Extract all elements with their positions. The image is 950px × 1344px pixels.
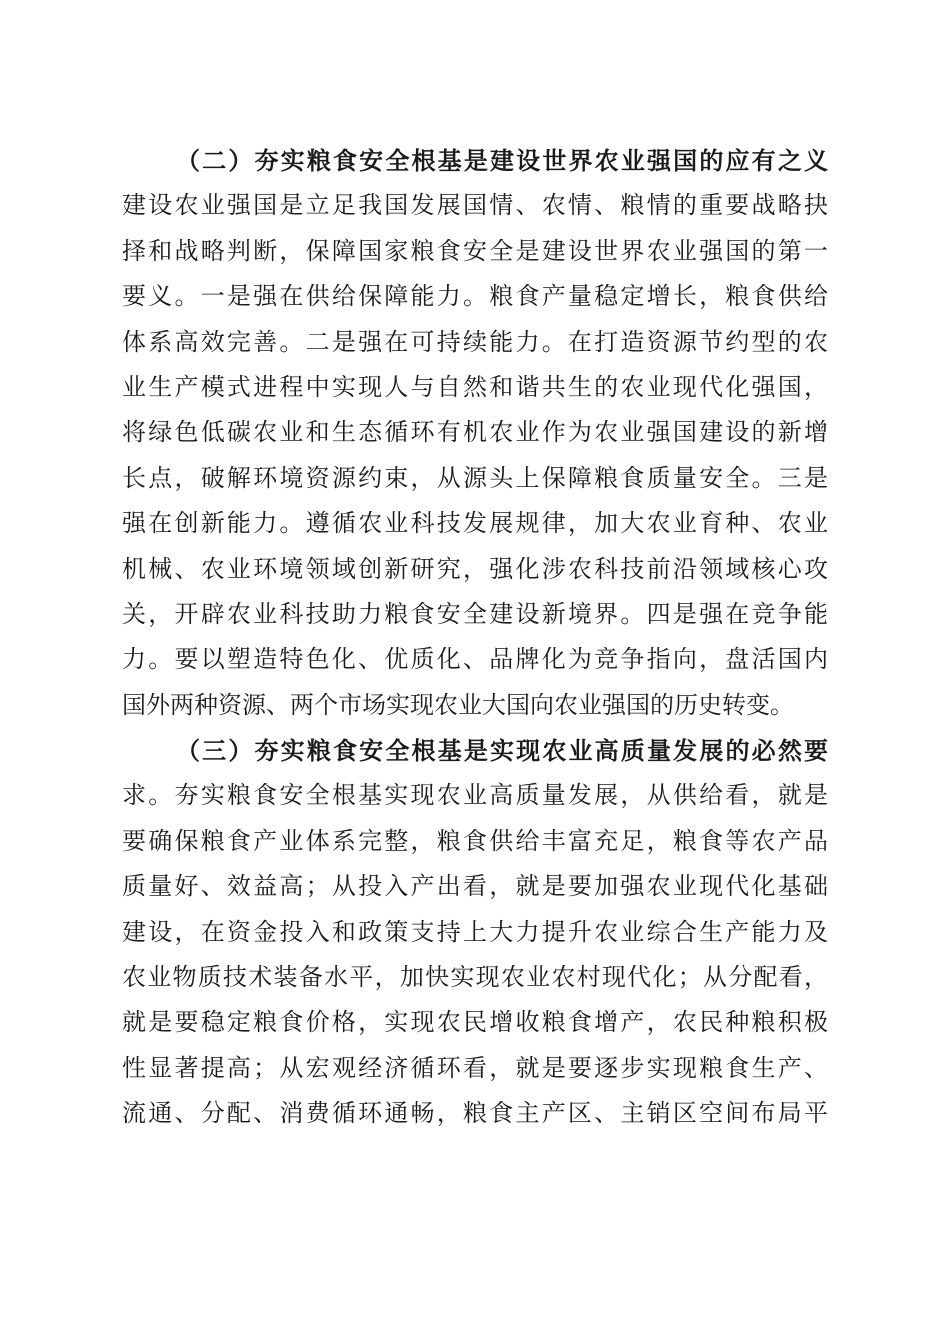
- paragraph-line: 业生产模式进程中实现人与自然和谐共生的农业现代化强国，: [122, 372, 828, 401]
- document-body: [122, 138, 828, 1137]
- paragraph-line: 力。要以塑造特色化、优质化、品牌化为竞争指向，盘活国内: [122, 645, 828, 674]
- paragraph-line: 要确保粮食产业体系完整，粮食供给丰富充足，粮食等农产品: [122, 826, 828, 855]
- paragraph-line: 长点，破解环境资源约束，从源头上保障粮食质量安全。三是: [122, 463, 828, 492]
- paragraph-line: 农业物质技术装备水平，加快实现农业农村现代化；从分配看，: [122, 963, 828, 992]
- paragraph-line: 建设，在资金投入和政策支持上大力提升农业综合生产能力及: [122, 917, 828, 946]
- paragraph-line: 质量好、效益高；从投入产出看，就是要加强农业现代化基础: [122, 872, 828, 901]
- paragraph-line: 国外两种资源、两个市场实现农业大国向农业强国的历史转变。: [122, 690, 794, 719]
- paragraph-line: 流通、分配、消费循环通畅，粮食主产区、主销区空间布局平: [122, 1099, 828, 1128]
- paragraph-line: 建设农业强国是立足我国发展国情、农情、粮情的重要战略抉: [122, 191, 828, 220]
- paragraph-line: 求。夯实粮食安全根基实现农业高质量发展，从供给看，就是: [122, 781, 828, 810]
- paragraph-line: 性显著提高；从宏观经济循环看，就是要逐步实现粮食生产、: [122, 1053, 828, 1082]
- paragraph-line: 关，开辟农业科技助力粮食安全建设新境界。四是强在竞争能: [122, 599, 828, 628]
- paragraph-line: 要义。一是强在供给保障能力。粮食产量稳定增长，粮食供给: [122, 282, 828, 311]
- paragraph-line: 就是要稳定粮食价格，实现农民增收粮食增产，农民种粮积极: [122, 1008, 828, 1037]
- paragraph-line: 择和战略判断，保障国家粮食安全是建设世界农业强国的第一: [122, 236, 828, 265]
- paragraph-line: 体系高效完善。二是强在可持续能力。在打造资源节约型的农: [122, 327, 828, 356]
- paragraph-line: 机械、农业环境领域创新研究，强化涉农科技前沿领域核心攻: [122, 554, 828, 583]
- section-heading-2: （二）夯实粮食安全根基是建设世界农业强国的应有之义: [176, 146, 828, 175]
- paragraph-line: 将绿色低碳农业和生态循环有机农业作为农业强国建设的新增: [122, 418, 828, 447]
- section-heading-3: （三）夯实粮食安全根基是实现农业高质量发展的必然要: [176, 736, 828, 766]
- paragraph-line: 强在创新能力。遵循农业科技发展规律，加大农业育种、农业: [122, 509, 828, 538]
